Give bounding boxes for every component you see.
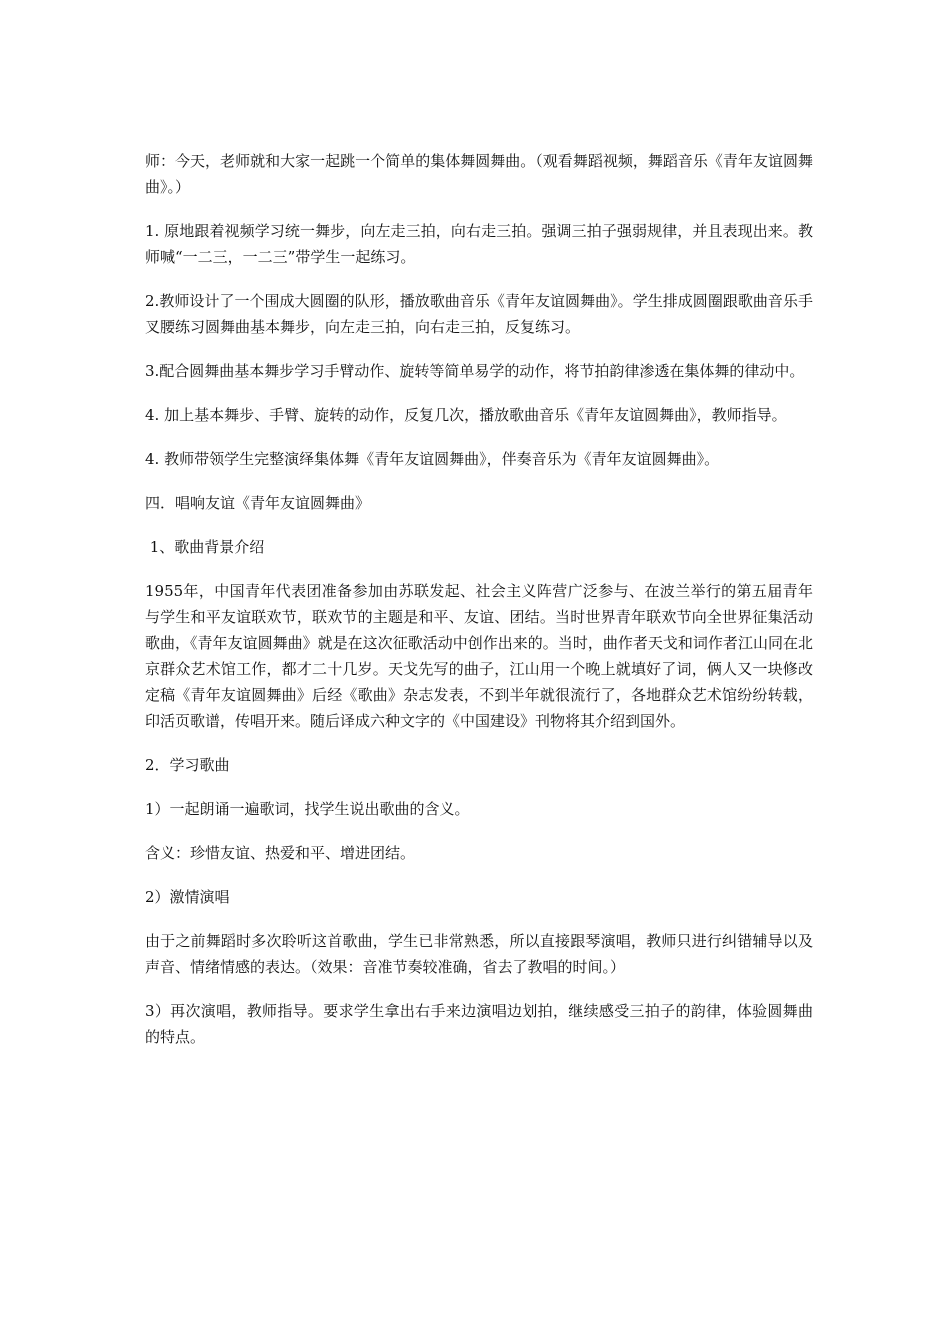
paragraph-step-4a: 4. 加上基本舞步、手臂、旋转的动作，反复几次，播放歌曲音乐《青年友谊圆舞曲》，教师指导。 bbox=[145, 406, 787, 424]
paragraph-recite-lyrics: 1）一起朗诵一遍歌词，找学生说出歌曲的含义。 bbox=[145, 800, 470, 818]
paragraph-step-2: 2.教师设计了一个围成大圆圈的队形，播放歌曲音乐《青年友谊圆舞曲》。学生排成圆圈跟歌曲音乐手叉腰练习圆舞曲基本舞步，向左走三拍，向右走三拍，反复练习。 bbox=[145, 292, 813, 336]
section-heading-4: 四．唱响友谊《青年友谊圆舞曲》 bbox=[145, 494, 371, 512]
paragraph-sing-again: 3）再次演唱，教师指导。要求学生拿出右手来边演唱边划拍，继续感受三拍子的韵律，体验圆舞曲的特点。 bbox=[145, 1002, 813, 1046]
paragraph-song-background: 1955年，中国青年代表团准备参加由苏联发起、社会主义阵营广泛参与、在波兰举行的第五届青年与学生和平友谊联欢节，联欢节的主题是和平、友谊、团结。当时世界青年联欢节向全世界征集活动歌曲，《青年友谊圆舞曲》就是在这次征歌活动中创作出来的。当时，曲作者天戈和词作者江山同在北京群众艺术馆工作，都才二十几岁。天戈先写的曲子，江山用一个晚上就填好了词，俩人又一块修改定稿《青年友谊圆舞曲》后经《歌曲》杂志发表，不到半年就很流行了，各地群众艺术馆纷纷转载，印活页歌谱，传唱开来。随后译成六种文字的《中国建设》刊物将其介绍到国外。 bbox=[145, 582, 813, 730]
paragraph-step-3: 3.配合圆舞曲基本舞步学习手臂动作、旋转等简单易学的动作，将节拍韵律渗透在集体舞的律动中。 bbox=[145, 362, 805, 380]
paragraph-dance-intro: 师：今天，老师就和大家一起跳一个简单的集体舞圆舞曲。（观看舞蹈视频，舞蹈音乐《青年友谊圆舞曲》。） bbox=[145, 152, 813, 196]
paragraph-step-4b: 4. 教师带领学生完整演绎集体舞《青年友谊圆舞曲》，伴奏音乐为《青年友谊圆舞曲》。 bbox=[145, 450, 720, 468]
document-page bbox=[145, 148, 813, 1068]
subheading-song-background: 1、歌曲背景介绍 bbox=[145, 538, 265, 556]
paragraph-meaning: 含义：珍惜友谊、热爱和平、增进团结。 bbox=[145, 844, 416, 862]
paragraph-singing-detail: 由于之前舞蹈时多次聆听这首歌曲，学生已非常熟悉，所以直接跟琴演唱，教师只进行纠错辅导以及声音、情绪情感的表达。（效果：音准节奏较准确，省去了教唱的时间。） bbox=[145, 932, 813, 976]
paragraph-passionate-singing: 2）激情演唱 bbox=[145, 888, 230, 906]
paragraph-step-1: 1. 原地跟着视频学习统一舞步，向左走三拍，向右走三拍。强调三拍子强弱规律，并且表现出来。教师喊“一二三，一二三”带学生一起练习。 bbox=[145, 222, 813, 266]
subheading-learn-song: 2．学习歌曲 bbox=[145, 756, 230, 774]
